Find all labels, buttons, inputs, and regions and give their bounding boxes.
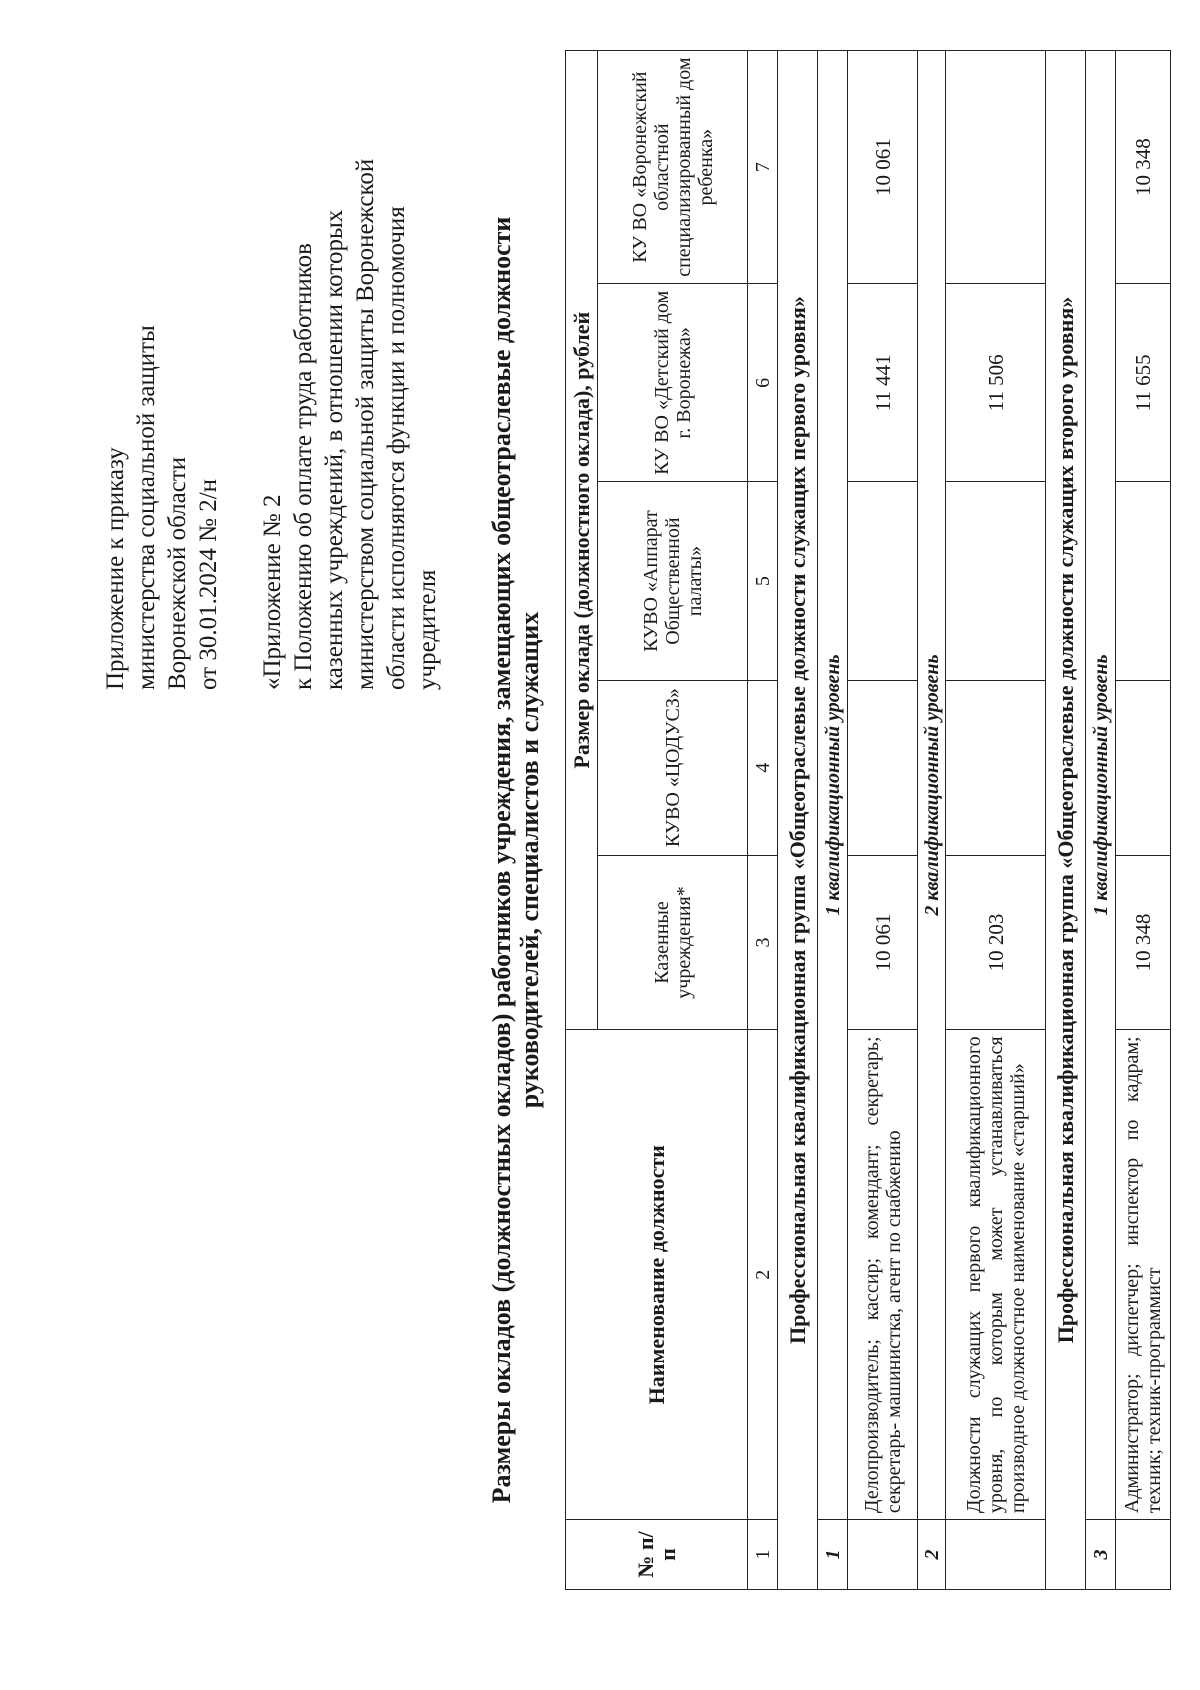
salary-value — [1116, 482, 1171, 680]
salary-value: 10 061 — [848, 51, 918, 284]
group-title: Профессиональная квалификационная группа «Общеотраслевые должности служащих второго уровня» — [1046, 51, 1086, 1590]
column-number-row — [748, 51, 778, 1590]
col-number: 3 — [748, 855, 778, 1030]
level-title-row — [1086, 51, 1116, 1590]
header-num: № п/п — [566, 1520, 748, 1590]
header-col: КУ ВО «Детский дом г. Воронежа» — [598, 284, 748, 482]
appendix-line: к Положению об оплате труда работников — [290, 243, 317, 690]
col-number: 4 — [748, 680, 778, 855]
header-col: Казенные учреждения* — [598, 855, 748, 1030]
position-name: Администратор; диспетчер; инспектор по кадрам; техник; техник-программист — [1116, 1030, 1171, 1520]
group-title-row — [1046, 51, 1086, 1590]
col-number: 2 — [748, 1030, 778, 1520]
salary-value: 11 441 — [848, 284, 918, 482]
header-salary-group: Размер оклада (должностного оклада), рублей — [566, 51, 598, 1030]
level-num: 2 — [918, 1520, 946, 1590]
salary-value: 10 203 — [946, 855, 1046, 1030]
order-line: Приложение к приказу — [102, 447, 129, 690]
header-col: КУВО «ЦОДУСЗ» — [598, 680, 748, 855]
col-number: 5 — [748, 482, 778, 680]
order-line: от 30.01.2024 № 2/н — [195, 478, 222, 690]
level-title: 1 квалификационный уровень — [818, 51, 848, 1520]
col-number: 6 — [748, 284, 778, 482]
position-name: Делопроизводитель; кассир; комендант; секретарь; секретарь- машинистка, агент по снабжению — [848, 1030, 918, 1520]
order-line: Воронежской области — [164, 456, 191, 690]
level-title-row — [818, 51, 848, 1590]
level-title-row — [918, 51, 946, 1590]
salary-value — [946, 680, 1046, 855]
appendix-line: области исполняются функции и полномочия — [383, 206, 410, 690]
header-col: КУ ВО «Воронежский областной специализированный дом ребенка» — [598, 51, 748, 284]
document-title: Размеры окладов (должностных окладов) работников учреждения, замещающих общеотраслевые должности руководителей, специалистов и служащих — [487, 216, 544, 1504]
appendix-line: учредителя — [414, 569, 441, 690]
order-line: министерства социальной защиты — [133, 325, 160, 690]
table-row — [946, 51, 1046, 1590]
salary-value — [848, 680, 918, 855]
salary-value: 11 506 — [946, 284, 1046, 482]
appendix-line: «Приложение № 2 — [259, 494, 286, 690]
level-title: 1 квалификационный уровень — [1086, 51, 1116, 1520]
salary-table — [565, 50, 1171, 1590]
table-row — [1116, 51, 1171, 1590]
appendix-line: казенных учреждений, в отношении которых — [321, 209, 348, 690]
header-block — [100, 30, 443, 690]
salary-value — [946, 51, 1046, 284]
group-title-row — [778, 51, 818, 1590]
salary-value: 10 061 — [848, 855, 918, 1030]
salary-value: 11 655 — [1116, 284, 1171, 482]
col-number: 7 — [748, 51, 778, 284]
salary-value — [848, 482, 918, 680]
col-number: 1 — [748, 1520, 778, 1590]
header-row — [566, 51, 598, 1590]
position-name: Должности служащих первого квалификационного уровня, по которым может устанавливаться производное должностное наименование «старший» — [946, 1030, 1046, 1520]
level-num: 1 — [818, 1520, 848, 1590]
header-col: КУВО «Аппарат Общественной палаты» — [598, 482, 748, 680]
level-title: 2 квалификационный уровень — [918, 51, 946, 1520]
salary-value: 10 348 — [1116, 855, 1171, 1030]
level-num: 3 — [1086, 1520, 1116, 1590]
salary-value: 10 348 — [1116, 51, 1171, 284]
salary-value — [1116, 680, 1171, 855]
header-name: Наименование должности — [566, 1030, 748, 1520]
table-row — [848, 51, 918, 1590]
group-title: Профессиональная квалификационная группа «Общеотраслевые должности служащих первого уровня» — [778, 51, 818, 1590]
appendix-line: министерством социальной защиты Воронежской — [352, 158, 379, 690]
salary-value — [946, 482, 1046, 680]
